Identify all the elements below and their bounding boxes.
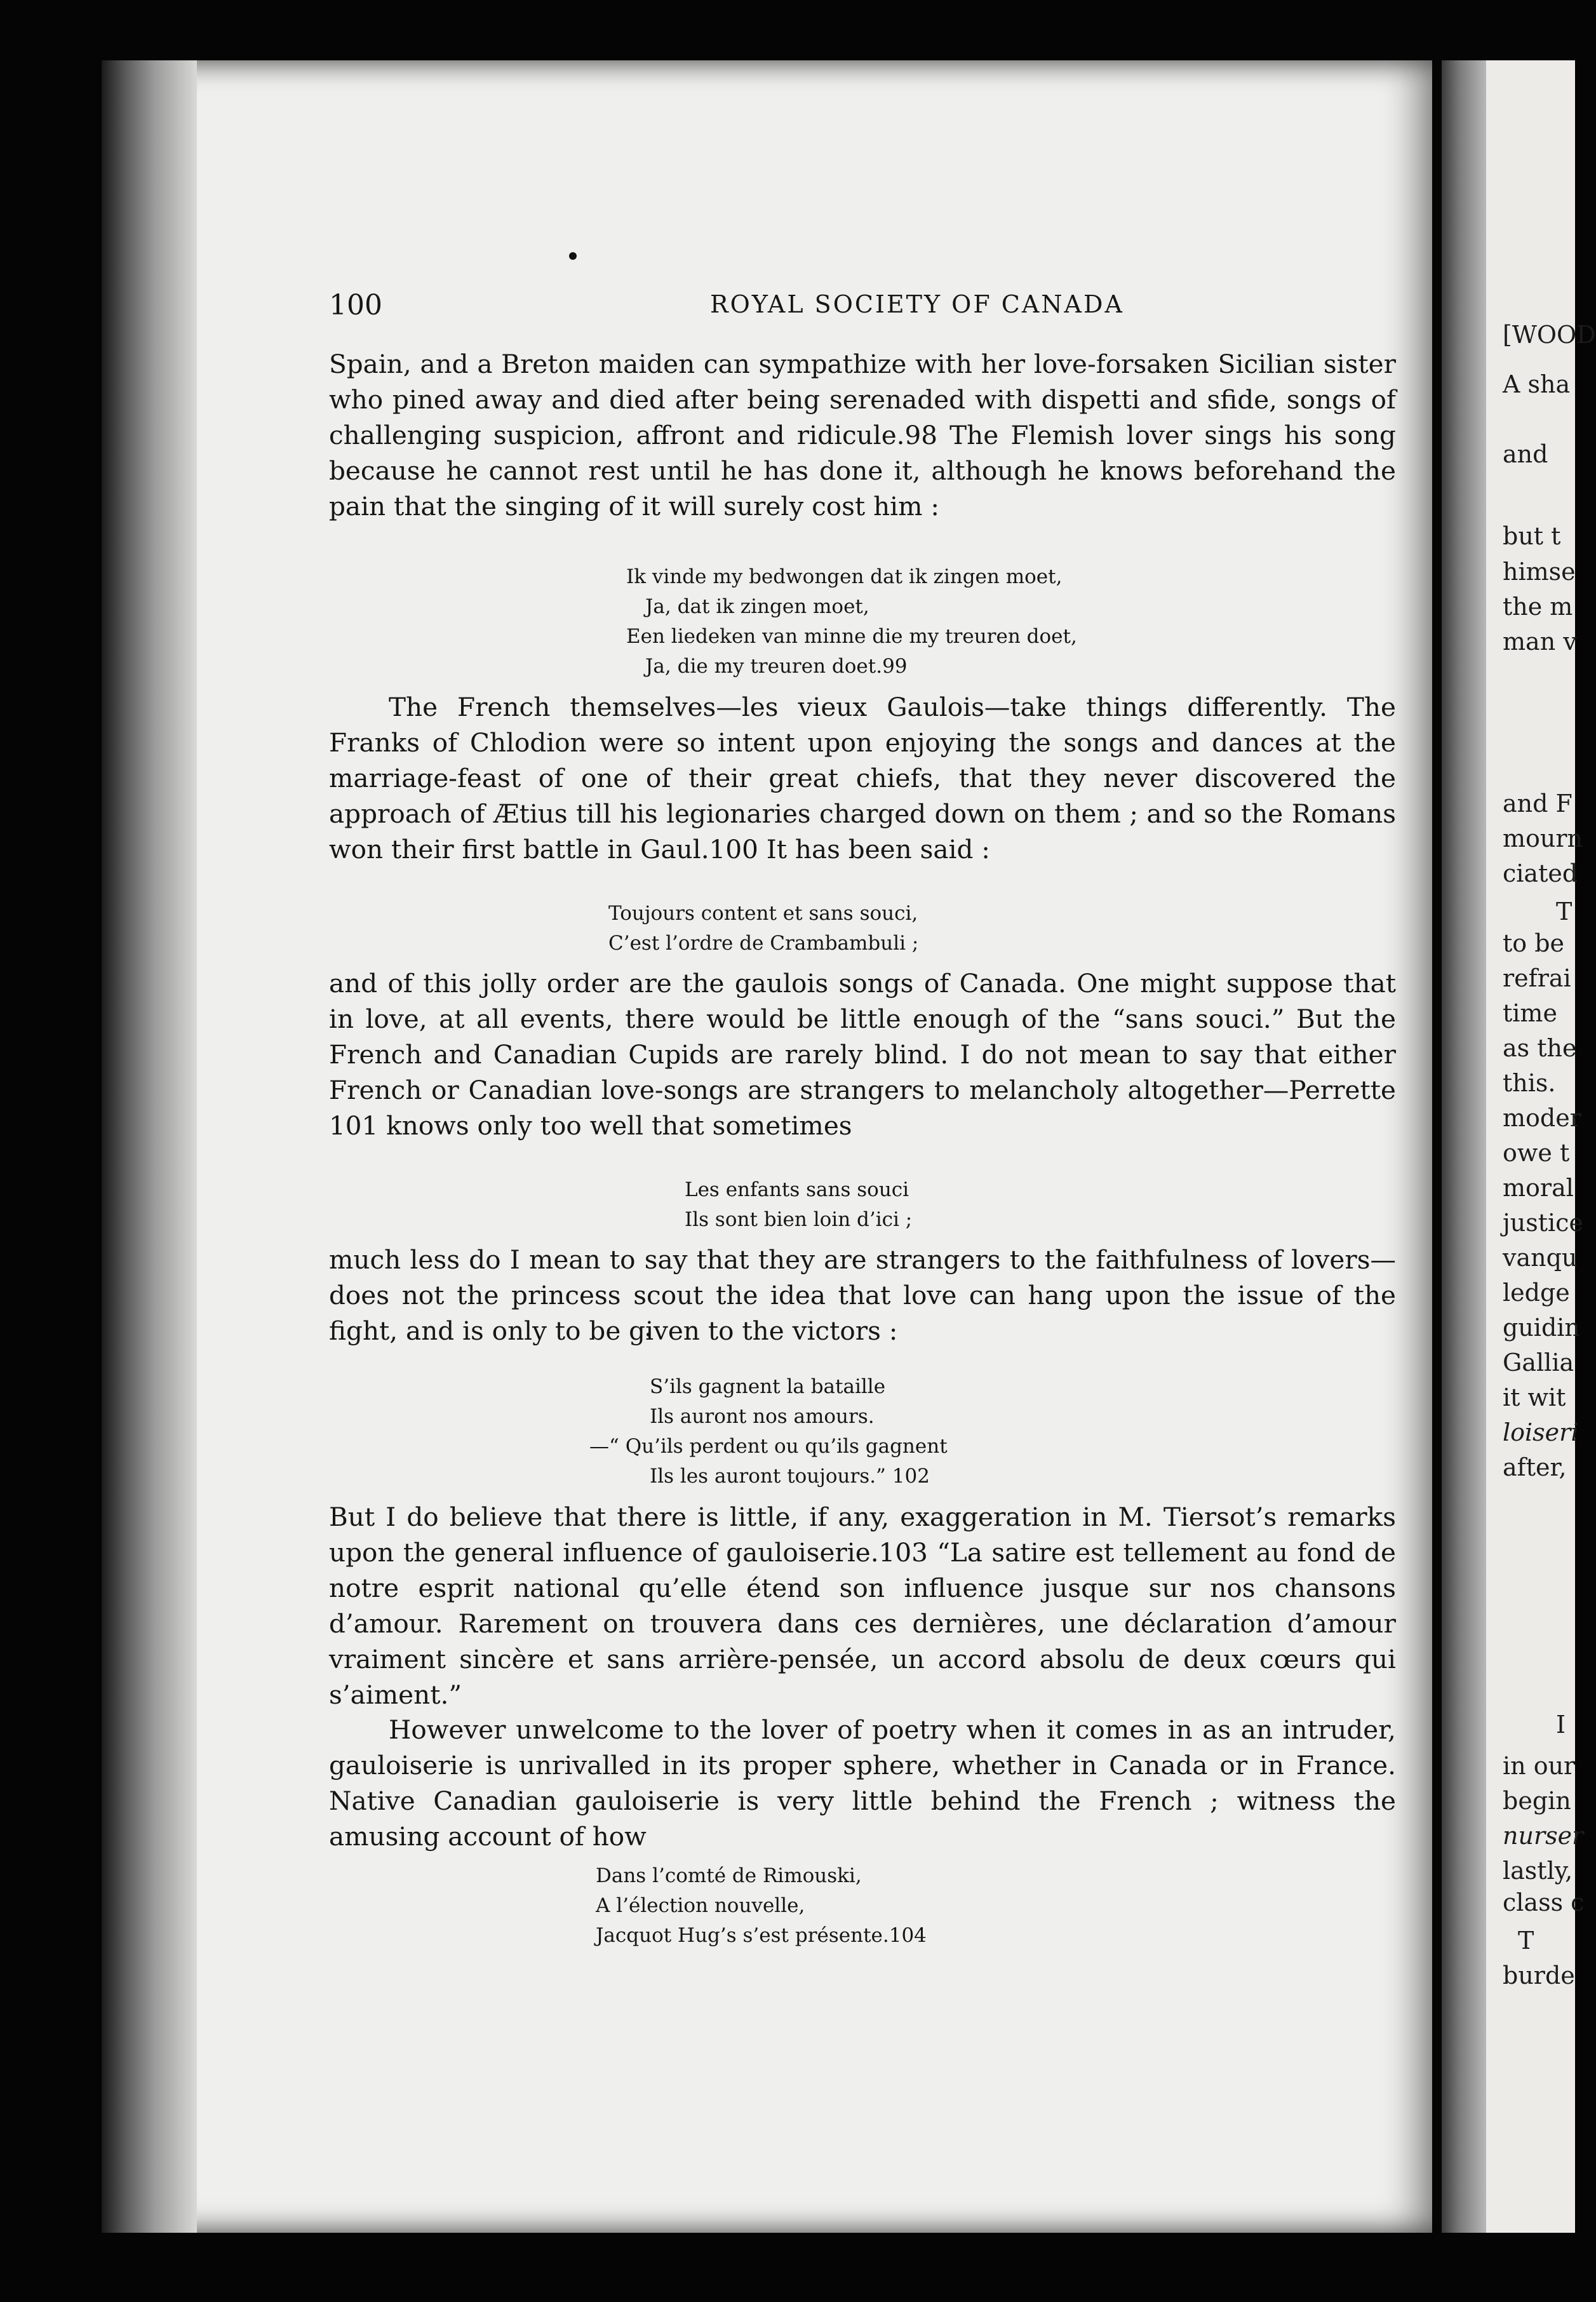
- facing-text: after,: [1503, 1453, 1567, 1481]
- facing-text: to be: [1503, 929, 1565, 957]
- facing-text: justice: [1503, 1209, 1583, 1237]
- running-head: ROYAL SOCIETY OF CANADA: [710, 290, 1124, 318]
- facing-text: T: [1556, 898, 1573, 926]
- facing-text: and: [1503, 440, 1548, 468]
- verse-line: S’ils gagnent la bataille: [650, 1375, 886, 1398]
- facing-text: nurser: [1503, 1822, 1584, 1850]
- paragraph: The French themselves—les vieux Gaulois—take things differently. The Franks of Chlodion were so intent upon enjoying the songs and dances at the marriage-feast of one of their great chiefs, that they never discovered the approach of Ætius till his legionaries charged down on them ; and so the Romans won their first battle in Gaul.100 It has been said :: [329, 692, 1396, 865]
- verse-line: Toujours content et sans souci,: [608, 902, 918, 925]
- paragraph: However unwelcome to the lover of poetry when it comes in as an intruder, gauloiserie is unrivalled in its proper sphere, whether in Canada or in France. Native Canadian gauloiserie is very little behind the French ; witness the amusing account of how: [329, 1714, 1396, 1852]
- page-edge-shadow: [102, 60, 197, 2233]
- verse-line: Ils auront nos amours.: [650, 1405, 875, 1428]
- facing-text: [WOOD: [1503, 321, 1596, 349]
- verse-bataille: [589, 1372, 948, 1491]
- verse-line: Ja, die my treuren doet.99: [645, 655, 908, 678]
- facing-text: owe t: [1503, 1139, 1570, 1167]
- facing-page-fragment: [1486, 60, 1596, 2233]
- facing-text: the m: [1503, 593, 1573, 621]
- verse-line: Les enfants sans souci: [685, 1178, 909, 1201]
- facing-text: class c: [1503, 1888, 1585, 1916]
- verse-line: C’est l’ordre de Crambambuli ;: [608, 932, 919, 955]
- verse-line: Jacquot Hug’s s’est présente.104: [596, 1924, 927, 1947]
- facing-text: T: [1518, 1927, 1534, 1955]
- facing-text: guidin: [1503, 1314, 1580, 1342]
- facing-text: in our: [1503, 1752, 1576, 1780]
- verse-line: —“ Qu’ils perdent ou qu’ils gagnent: [589, 1435, 948, 1458]
- verse-perrette: [685, 1175, 912, 1235]
- verse-line: Dans l’comté de Rimouski,: [596, 1864, 862, 1887]
- book-gutter: [1442, 60, 1486, 2233]
- facing-text: as the: [1503, 1034, 1577, 1062]
- facing-text: mourn: [1503, 825, 1583, 852]
- facing-text: himse: [1503, 558, 1576, 586]
- facing-text: this.: [1503, 1069, 1556, 1097]
- facing-text: begin: [1503, 1787, 1571, 1815]
- verse-line: A l’élection nouvelle,: [596, 1894, 805, 1917]
- facing-text: I: [1556, 1711, 1566, 1739]
- facing-text: ciated: [1503, 859, 1578, 887]
- verse-line: Ja, dat ik zingen moet,: [645, 595, 869, 618]
- paragraph: and of this jolly order are the gaulois songs of Canada. One might suppose that in love, at all events, there would be little enough of the “sans souci.” But the French and Canadian Cupids are rarely blind. I do not mean to say that either French or Canadian love-songs are strangers to melancholy altogether—Perrette 101 knows only too well that sometimes: [329, 968, 1396, 1141]
- facing-text: it wit: [1503, 1383, 1566, 1411]
- paragraph: Spain, and a Breton maiden can sympathize with her love-forsaken Sicilian sister who pined away and died after being serenaded with dispetti and sfide, songs of challenging suspicion, affront and ridicule.98 The Flemish lover sings his song because he cannot rest until he has done it, although he knows beforehand the pain that the singing of it will surely cost him :: [329, 349, 1396, 522]
- facing-text: moder: [1503, 1104, 1581, 1132]
- facing-text: vanqu: [1503, 1244, 1578, 1272]
- verse-flemish: [626, 562, 1077, 682]
- verse-rimouski: [596, 1861, 927, 1951]
- ink-speck: [569, 252, 577, 260]
- verse-crambambuli: [608, 899, 918, 959]
- facing-text: ledge: [1503, 1279, 1570, 1307]
- facing-text: burde: [1503, 1962, 1575, 1989]
- paragraph: But I do believe that there is little, if any, exaggeration in M. Tiersot’s remarks upon the general influence of gauloiserie.103 “La satire est tellement au fond de notre esprit national qu’elle étend son influence jusque sur nos chansons d’amour. Rarement on trouvera dans ces dernières, une déclaration d’amour vraiment sincère et sans arrière-pensée, un accord absolu de deux cœurs qui s’aiment.”: [329, 1502, 1396, 1710]
- verse-line: Ils sont bien loin d’ici ;: [685, 1208, 913, 1231]
- facing-text: Gallia: [1503, 1349, 1574, 1376]
- facing-text: lastly,: [1503, 1857, 1573, 1885]
- page-header: [329, 289, 1396, 327]
- facing-text: and F: [1503, 790, 1573, 818]
- facing-text: refrai: [1503, 964, 1571, 992]
- paragraph: much less do I mean to say that they are strangers to the faithfulness of lovers—does not the princess scout the idea that love can hang upon the issue of the fight, and is only to be given to the victors :: [329, 1244, 1396, 1346]
- facing-text: but t: [1503, 522, 1561, 550]
- facing-text: man v: [1503, 628, 1577, 656]
- facing-text: moral: [1503, 1174, 1574, 1202]
- facing-text: time: [1503, 999, 1557, 1027]
- verse-line: Ils les auront toujours.” 102: [650, 1465, 930, 1488]
- facing-text: loiseri: [1503, 1418, 1579, 1446]
- verse-line: Ik vinde my bedwongen dat ik zingen moet,: [626, 565, 1063, 588]
- verse-line: Een liedeken van minne die my treuren doet,: [626, 625, 1077, 648]
- facing-text: A sha: [1503, 370, 1571, 398]
- page-number: 100: [329, 289, 382, 321]
